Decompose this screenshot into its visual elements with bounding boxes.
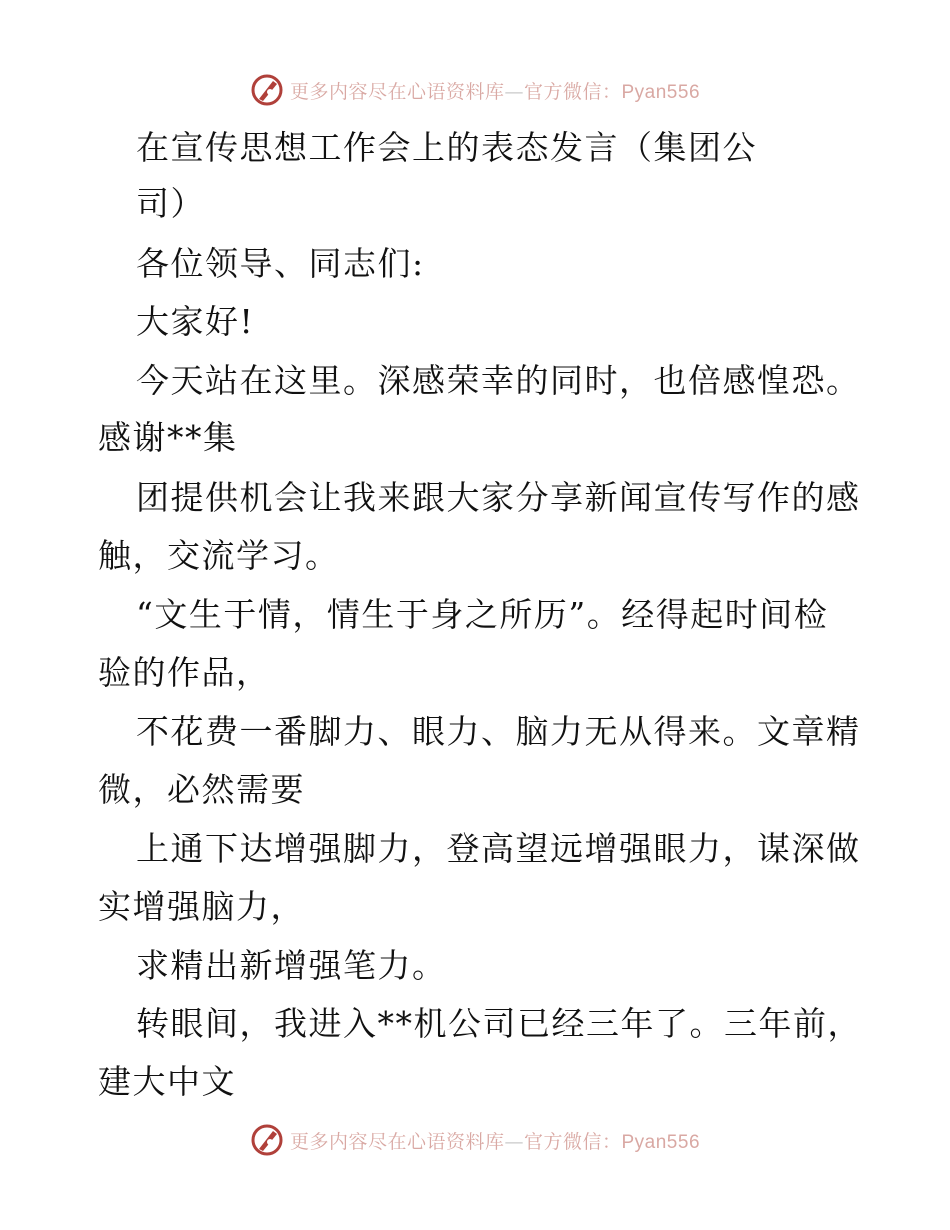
watermark-suffix: 官方微信： — [523, 80, 622, 103]
paragraph-line: 微，必然需要 — [98, 770, 305, 809]
salutation: 各位领导、同志们: — [136, 244, 425, 283]
pen-logo-icon — [250, 1123, 284, 1157]
paragraph-line: 转眼间，我进入**机公司已经三年了。三年前， — [136, 1004, 862, 1043]
watermark-separator: — — [504, 1130, 524, 1153]
greeting: 大家好! — [136, 302, 255, 341]
header-watermark — [0, 70, 950, 110]
paragraph-line: 不花费一番脚力、眼力、脑力无从得来。文章精 — [136, 712, 861, 751]
title-line-1: 在宣传思想工作会上的表态发言（集团公 — [136, 128, 757, 167]
watermark-account: Pyan556 — [621, 1131, 701, 1153]
paragraph-line: 建大中文 — [98, 1062, 236, 1101]
watermark-suffix: 官方微信： — [523, 1130, 622, 1153]
paragraph-line: 验的作品， — [98, 653, 271, 692]
footer-watermark — [0, 1120, 950, 1160]
paragraph-line: “文生于情，情生于身之所历”。经得起时间检 — [136, 595, 829, 634]
watermark-account: Pyan556 — [621, 81, 701, 103]
paragraph-line: 求精出新增强笔力。 — [136, 946, 447, 985]
paragraph-line: 团提供机会让我来跟大家分享新闻宣传写作的感 — [136, 478, 861, 517]
pen-logo-icon — [250, 73, 284, 107]
paragraph-line: 上通下达增强脚力，登高望远增强眼力，谋深做 — [136, 829, 861, 868]
paragraph-line: 今天站在这里。深感荣幸的同时，也倍感惶恐。 — [136, 361, 861, 400]
watermark-text: 更多内容尽在心语资料库 — [289, 80, 505, 103]
watermark-text: 更多内容尽在心语资料库 — [289, 1130, 505, 1153]
title-line-2: 司） — [136, 184, 205, 223]
watermark-separator: — — [504, 80, 524, 103]
paragraph-line: 感谢**集 — [98, 418, 238, 457]
paragraph-line: 触，交流学习。 — [98, 536, 340, 575]
paragraph-line: 实增强脑力， — [98, 887, 305, 926]
